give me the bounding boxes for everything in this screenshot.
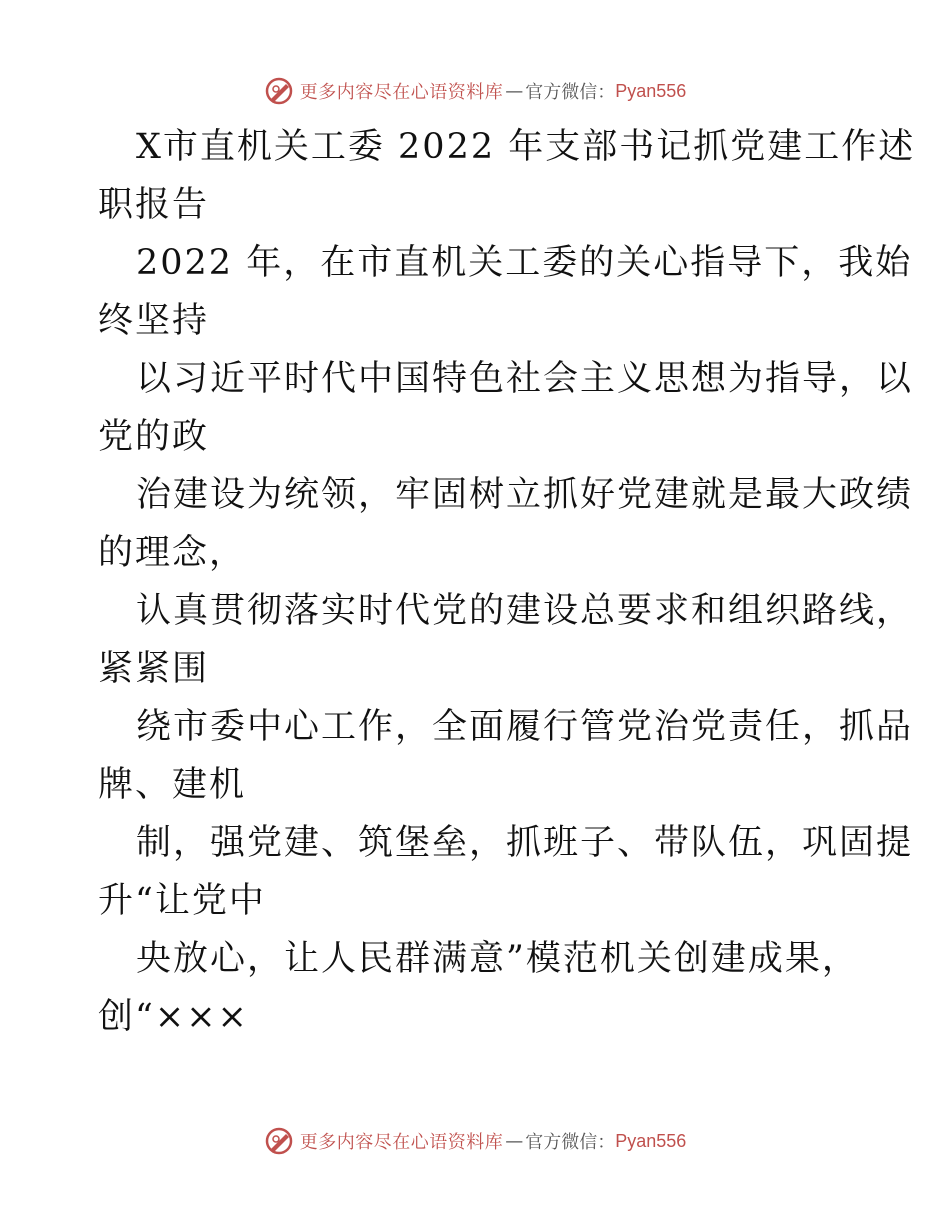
- footer-wechat-label: 官方微信：: [525, 1132, 616, 1153]
- text-line: 2022 年，在市直机关工委的关心指导下，我始: [136, 243, 913, 283]
- text-line: 党的政: [98, 417, 210, 457]
- footer-wechat-id: Pyan556: [615, 1130, 687, 1151]
- text-line: 升“让党中: [98, 881, 266, 921]
- text-line: 终坚持: [98, 301, 210, 341]
- text-line: 创“×××: [98, 997, 249, 1037]
- header-wechat-label: 官方微信：: [525, 82, 616, 103]
- text-line: 治建设为统领，牢固树立抓好党建就是最大政绩: [136, 475, 914, 515]
- text-line: 的理念，: [98, 533, 247, 573]
- text-line: 牌、建机: [98, 765, 247, 805]
- header-banner-text: 更多内容尽在心语资料库: [299, 82, 504, 103]
- document-body: [98, 118, 916, 1046]
- text-line: 以习近平时代中国特色社会主义思想为指导，以: [136, 359, 914, 399]
- title-line-1: X市直机关工委 2022 年支部书记抓党建工作述: [136, 127, 916, 167]
- footer-separator: —: [505, 1130, 524, 1152]
- page-header: [0, 74, 950, 108]
- title-line-2: 职报告: [98, 185, 210, 225]
- header-separator: —: [505, 80, 524, 102]
- page-footer: [0, 1124, 950, 1158]
- logo-icon: [264, 1126, 294, 1156]
- text-line: 制，强党建、筑堡垒，抓班子、带队伍，巩固提: [136, 823, 914, 863]
- text-line: 央放心，让人民群满意”模范机关创建成果，: [136, 939, 859, 979]
- text-line: 绕市委中心工作，全面履行管党治党责任，抓品: [136, 707, 914, 747]
- text-line: 紧紧围: [98, 649, 210, 689]
- logo-icon: [264, 76, 294, 106]
- header-wechat-id: Pyan556: [615, 80, 687, 101]
- footer-banner-text: 更多内容尽在心语资料库: [299, 1132, 504, 1153]
- text-line: 认真贯彻落实时代党的建设总要求和组织路线，: [136, 591, 914, 631]
